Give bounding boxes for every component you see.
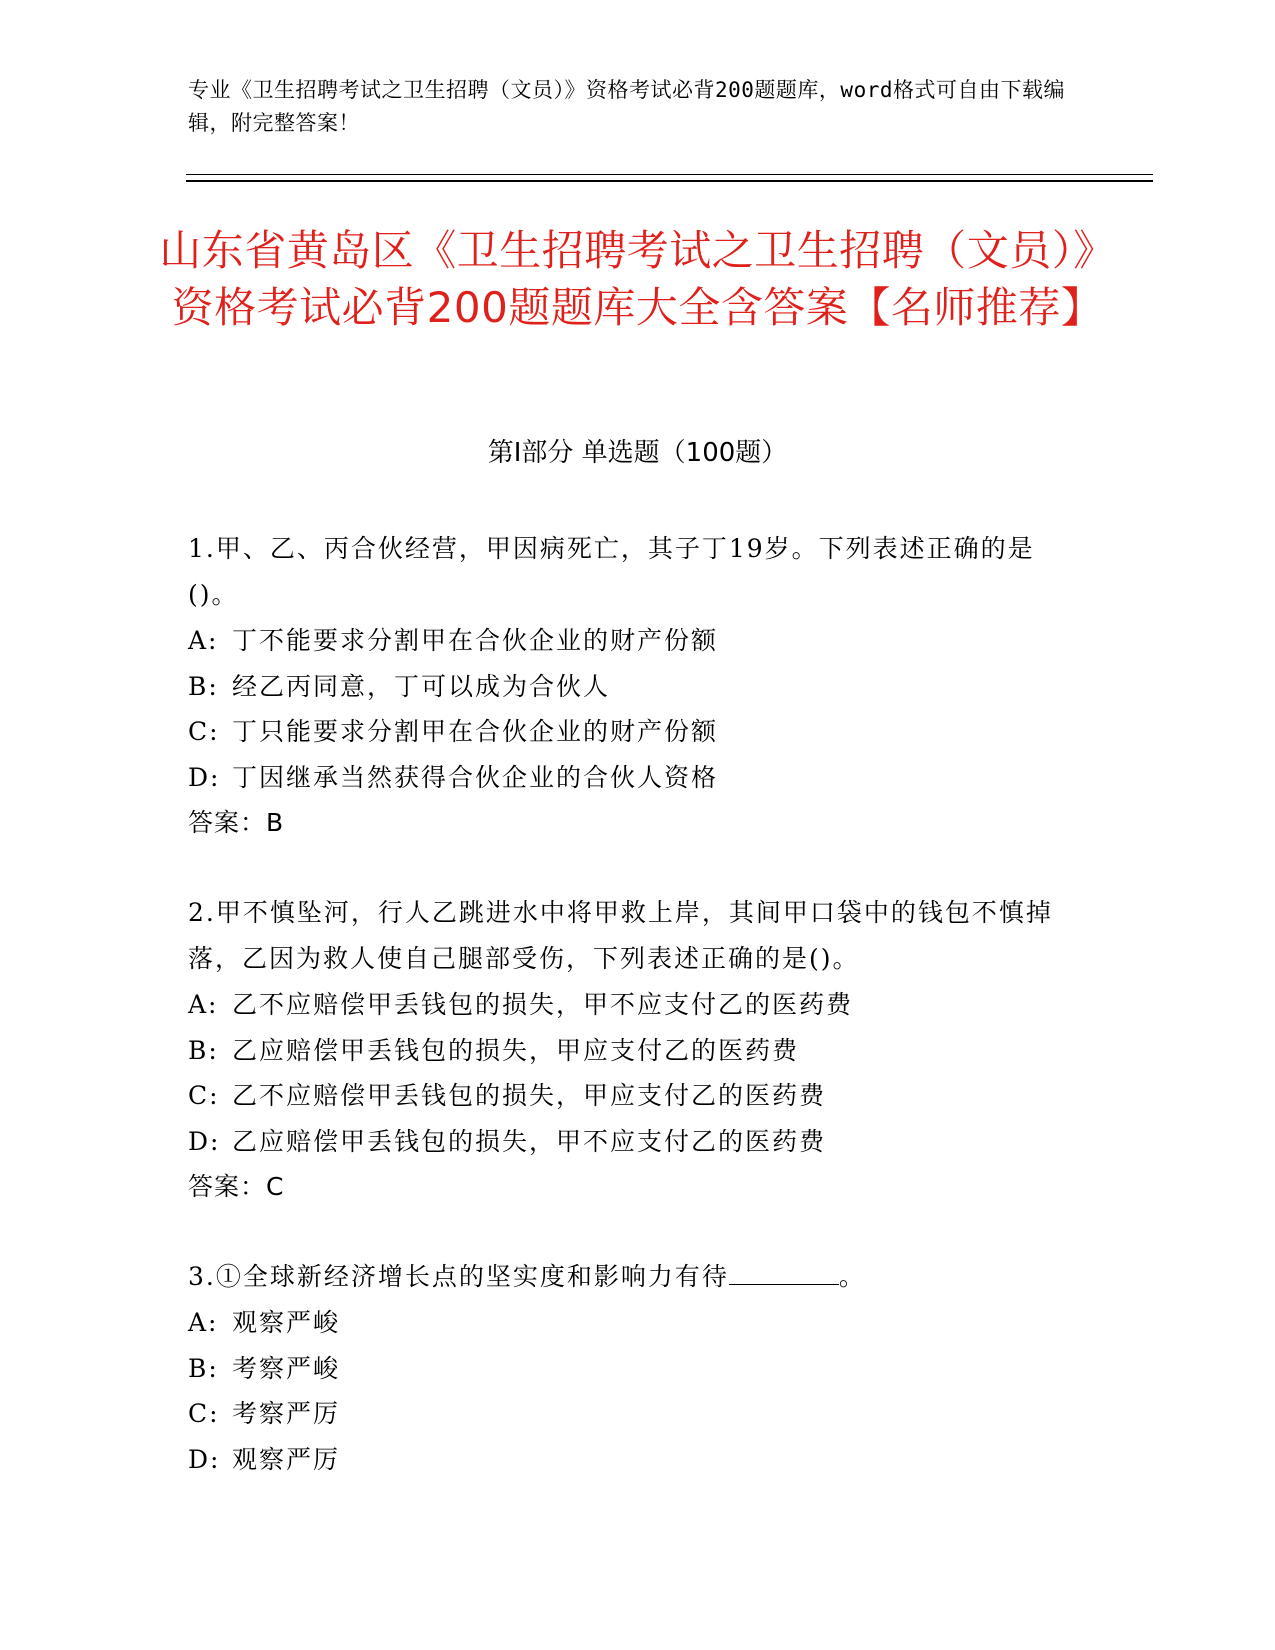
option-c [188,1391,1078,1437]
option-d [188,1119,1078,1165]
question-stem-end: 。 [838,1262,866,1291]
option-key: C: [188,1081,220,1110]
question-3 [188,1254,1078,1482]
option-key: A: [188,1308,219,1337]
option-text: 乙不应赔偿甲丢钱包的损失，甲不应支付乙的医药费 [232,990,854,1019]
option-key: A: [188,990,219,1019]
answer-label: 答案：B [188,808,285,837]
option-a [188,982,1078,1028]
option-text: 乙不应赔偿甲丢钱包的损失，甲应支付乙的医药费 [232,1081,827,1110]
question-stem: 1.甲、乙、丙合伙经营，甲因病死亡，其子丁19岁。下列表述正确的是()。 [188,534,1035,609]
option-key: D: [188,762,221,792]
option-b [188,664,1078,710]
document-title: 山东省黄岛区《卫生招聘考试之卫生招聘（文员）》资格考试必背200题题库大全含答案【名师推荐】 [159,226,1116,332]
option-text: 丁只能要求分割甲在合伙企业的财产份额 [232,717,719,746]
option-c [188,709,1078,755]
question-stem: 2.甲不慎坠河，行人乙跳进水中将甲救上岸，其间甲口袋中的钱包不慎掉落，乙因为救人使自己腿部受伤，下列表述正确的是()。 [188,898,1053,973]
option-text: 丁不能要求分割甲在合伙企业的财产份额 [232,626,719,655]
question-list [188,526,1078,1526]
option-b [188,1346,1078,1392]
option-text: 乙应赔偿甲丢钱包的损失，甲不应支付乙的医药费 [232,1126,827,1156]
option-text: 丁因继承当然获得合伙企业的合伙人资格 [232,762,719,792]
header-divider-thick [186,180,1153,182]
option-key: D: [188,1126,221,1156]
option-d [188,1437,1078,1483]
option-key: B: [188,1035,219,1065]
option-key: C: [188,1399,220,1428]
option-key: C: [188,717,220,746]
option-text: 乙应赔偿甲丢钱包的损失，甲应支付乙的医药费 [232,1035,800,1065]
question-1 [188,526,1078,846]
header-note: 专业《卫生招聘考试之卫生招聘（文员）》资格考试必背200题题库，word格式可自由下载编辑，附完整答案！ [188,78,1065,135]
header-divider-thin [186,174,1153,175]
option-d [188,755,1078,801]
question-stem-text: 3.①全球新经济增长点的坚实度和影响力有待 [188,1262,729,1291]
option-text: 经乙丙同意，丁可以成为合伙人 [232,671,611,701]
section-title: 第I部分 单选题（100题） [487,438,788,468]
question-2 [188,890,1078,1210]
option-text: 考察严峻 [232,1353,341,1383]
option-text: 观察严峻 [232,1308,341,1337]
option-key: D: [188,1444,221,1474]
question-stem [188,1254,1078,1300]
option-a [188,618,1078,664]
option-c [188,1073,1078,1119]
option-key: A: [188,626,219,655]
option-text: 考察严厉 [232,1399,341,1428]
answer-label: 答案：C [188,1172,285,1201]
option-a [188,1300,1078,1346]
option-text: 观察严厉 [232,1444,341,1474]
fill-in-blank [729,1262,839,1285]
option-b [188,1028,1078,1074]
option-key: B: [188,671,219,701]
option-key: B: [188,1353,219,1383]
